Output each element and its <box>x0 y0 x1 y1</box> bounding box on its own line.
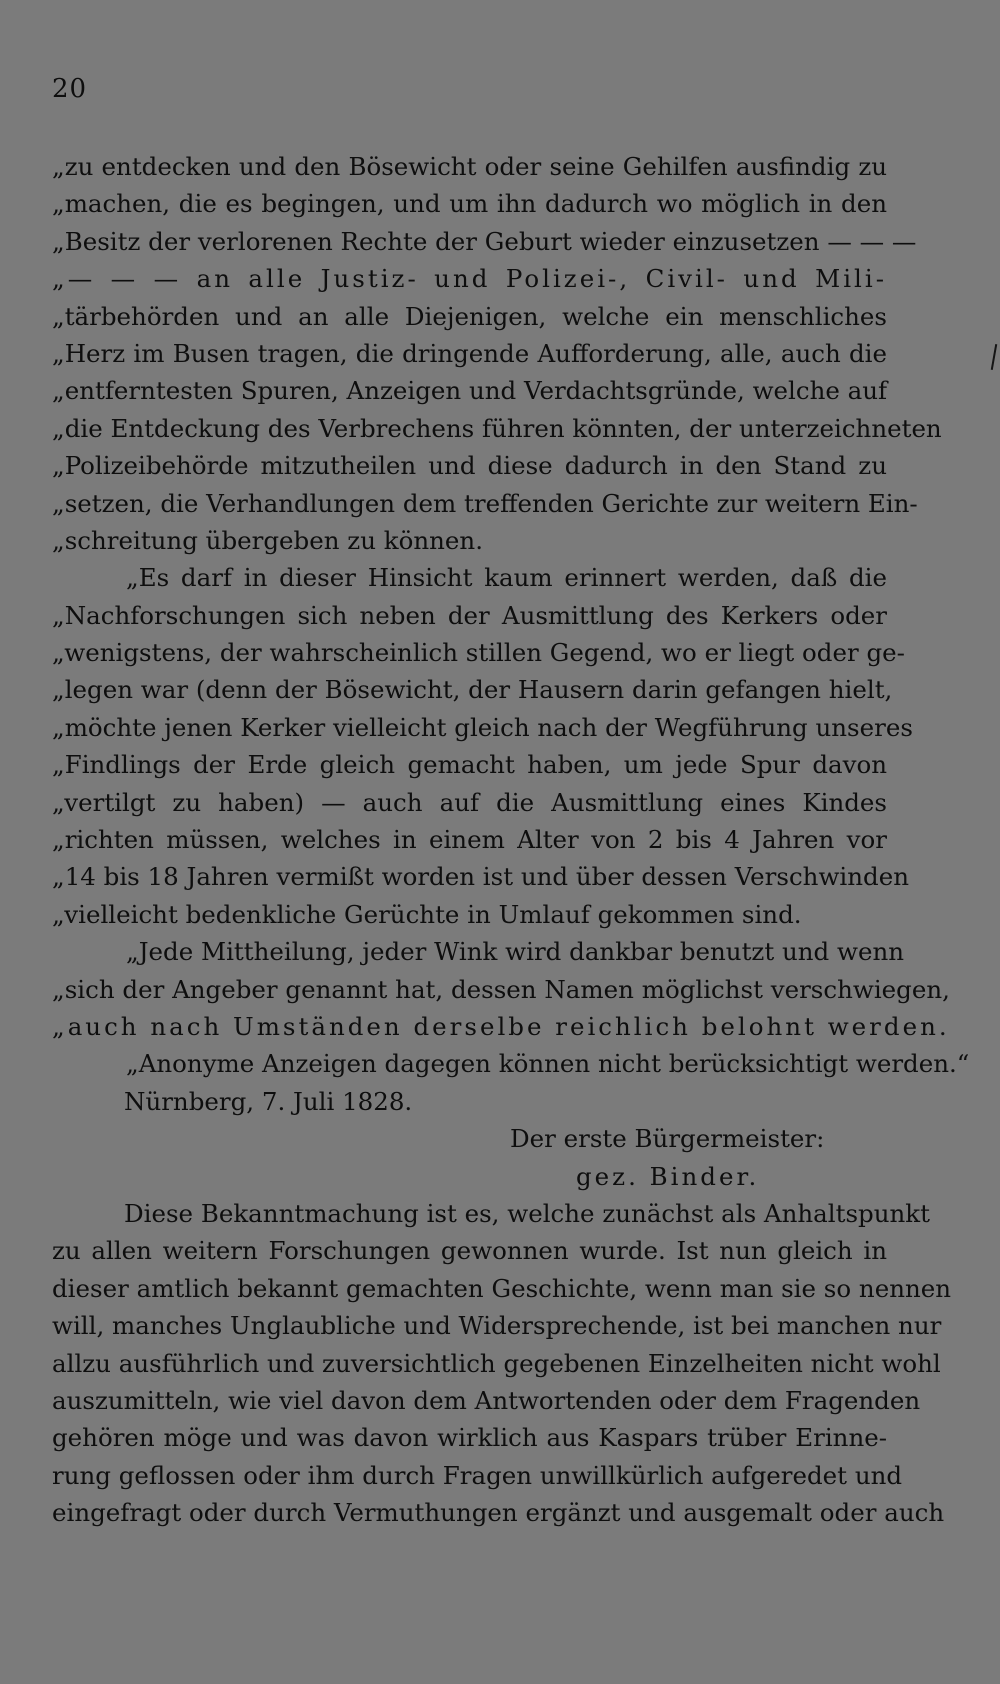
text-line: „Besitz der verlorenen Rechte der Geburt wieder einzusetzen — — — <box>52 226 917 256</box>
text-line: „auch nach Umständen derselbe reichlich belohnt werden. <box>52 1011 950 1041</box>
text-line: „vielleicht bedenkliche Gerüchte in Umlauf gekommen sind. <box>52 899 802 929</box>
margin-mark <box>991 344 997 370</box>
text-line: „zu entdecken und den Bösewicht oder seine Gehilfen ausfindig zu <box>52 152 887 181</box>
signature-title: Der erste Bürgermeister: <box>510 1124 825 1154</box>
text-line: „machen, die es begingen, und um ihn dadurch wo möglich in den <box>52 189 887 219</box>
text-line: „sich der Angeber genannt hat, dessen Namen möglichst verschwiegen, <box>52 974 950 1004</box>
text-line: „legen war (denn der Bösewicht, der Hausern darin gefangen hielt, <box>52 675 893 705</box>
text-line: zu allen weitern Forschungen gewonnen wurde. Ist nun gleich in <box>52 1236 887 1266</box>
text-line: „möchte jenen Kerker vielleicht gleich nach der Wegführung unseres <box>52 712 913 742</box>
text-line: auszumitteln, wie viel davon dem Antwortenden oder dem Fragenden <box>52 1385 921 1415</box>
text-line: „Es darf in dieser Hinsicht kaum erinnert werden, daß die <box>126 563 887 593</box>
text-line: „setzen, die Verhandlungen dem treffenden Gerichte zur weitern Ein- <box>52 488 918 518</box>
text-line: „Anonyme Anzeigen dagegen können nicht berücksichtigt werden.“ <box>126 1049 970 1079</box>
body-text <box>52 148 970 1531</box>
signature-name: gez. Binder. <box>576 1161 760 1191</box>
text-line: „wenigstens, der wahrscheinlich stillen Gegend, wo er liegt oder ge- <box>52 638 905 668</box>
text-line: eingefragt oder durch Vermuthungen ergänzt und ausgemalt oder auch <box>52 1498 945 1528</box>
text-line: „schreitung übergeben zu können. <box>52 525 483 555</box>
text-line: „Jede Mittheilung, jeder Wink wird dankbar benutzt und wenn <box>126 937 905 967</box>
text-line: will, manches Unglaubliche und Widersprechende, ist bei manchen nur <box>52 1311 942 1341</box>
text-line: „Polizeibehörde mitzutheilen und diese dadurch in den Stand zu <box>52 451 887 481</box>
text-line: Diese Bekanntmachung ist es, welche zunächst als Anhaltspunkt <box>124 1198 930 1228</box>
text-line: „— — — an alle Justiz- und Polizei-, Civil- und Mili- <box>52 264 887 294</box>
text-line: allzu ausführlich und zuversichtlich gegebenen Einzelheiten nicht wohl <box>52 1348 941 1378</box>
text-line: „tärbehörden und an alle Diejenigen, welche ein menschliches <box>52 301 887 331</box>
text-line: „richten müssen, welches in einem Alter von 2 bis 4 Jahren vor <box>52 825 887 855</box>
page-number: 20 <box>52 74 88 104</box>
text-line: „Findlings der Erde gleich gemacht haben, um jede Spur davon <box>52 750 887 780</box>
text-line: rung geflossen oder ihm durch Fragen unwillkürlich aufgeredet und <box>52 1460 903 1490</box>
text-line: „14 bis 18 Jahren vermißt worden ist und über dessen Verschwinden <box>52 862 909 892</box>
text-line: „Herz im Busen tragen, die dringende Aufforderung, alle, auch die <box>52 338 887 368</box>
text-line: „die Entdeckung des Verbrechens führen könnten, der unterzeichneten <box>52 413 942 443</box>
text-line: dieser amtlich bekannt gemachten Geschichte, wenn man sie so nennen <box>52 1273 952 1303</box>
text-line: „Nachforschungen sich neben der Ausmittlung des Kerkers oder <box>52 600 887 630</box>
text-line: gehören möge und was davon wirklich aus Kaspars trüber Erinne- <box>52 1423 887 1453</box>
dateline: Nürnberg, 7. Juli 1828. <box>124 1086 413 1116</box>
text-line: „entferntesten Spuren, Anzeigen und Verdachtsgründe, welche auf <box>52 376 888 406</box>
text-line: „vertilgt zu haben) — auch auf die Ausmittlung eines Kindes <box>52 787 887 817</box>
